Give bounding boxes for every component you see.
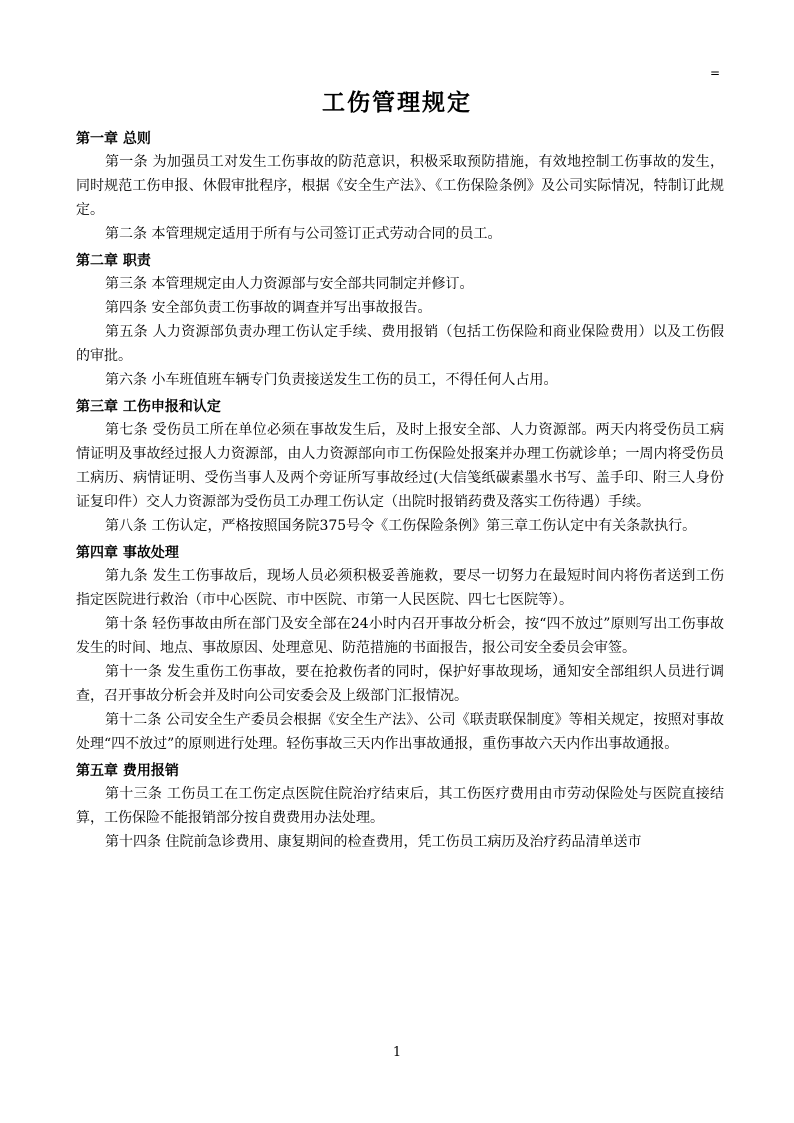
article-paragraph: 第九条 发生工伤事故后，现场人员必须积极妥善施救，要尽一切努力在最短时间内将伤者送到工伤指定医院进行救治（市中心医院、市中医院、市第一人民医院、四七七医院等）。 [76,568,724,608]
article-paragraph: 第十二条 公司安全生产委员会根据《安全生产法》、公司《联责联保制度》等相关规定，按照对事故处理“四不放过”的原则进行处理。轻伤事故三天内作出事故通报，重伤事故六天内作出事故通报。 [76,712,724,752]
chapter-2 [76,250,724,392]
article-paragraph: 第八条 工伤认定，严格按照国务院375号令《工伤保险条例》第三章工伤认定中有关条款执行。 [105,518,697,534]
article-paragraph: 第六条 小车班值班车辆专门负责接送发生工伤的员工，不得任何人占用。 [105,372,558,388]
chapter-5 [76,760,724,854]
chapter-heading: 第二章 职责 [76,253,151,269]
chapter-heading: 第四章 事故处理 [76,545,179,561]
chapter-3 [76,396,724,538]
chapter-heading: 第一章 总则 [76,131,151,147]
article-paragraph: 第三条 本管理规定由人力资源部与安全部共同制定并修订。 [105,276,474,292]
page-number: 1 [392,1045,402,1060]
article-paragraph: 第十四条 住院前急诊费用、康复期间的检查费用，凭工伤员工病历及治疗药品清单送市 [105,834,642,850]
chapter-4 [76,542,724,756]
chapter-1 [76,128,724,246]
article-paragraph: 第四条 安全部负责工伤事故的调查并写出事故报告。 [105,300,432,316]
article-paragraph: 第十三条 工伤员工在工伤定点医院住院治疗结束后，其工伤医疗费用由市劳动保险处与医院直接结算，工伤保险不能报销部分按自费费用办法处理。 [76,786,724,826]
article-paragraph: 第五条 人力资源部负责办理工伤认定手续、费用报销（包括工伤保险和商业保险费用）以及工伤假的审批。 [76,324,724,364]
article-paragraph: 第二条 本管理规定适用于所有与公司签订正式劳动合同的员工。 [105,226,502,242]
document-body [76,124,724,854]
chapter-heading: 第三章 工伤申报和认定 [76,399,221,415]
article-paragraph: 第十条 轻伤事故由所在部门及安全部在24小时内召开事故分析会，按“四不放过”原则写出工伤事故发生的时间、地点、事故原因、处理意见、防范措施的书面报告，报公司安全委员会审签。 [76,616,724,656]
article-paragraph: 第十一条 发生重伤工伤事故，要在抢救伤者的同时，保护好事故现场，通知安全部组织人员进行调查，召开事故分析会并及时向公司安委会及上级部门汇报情况。 [76,664,724,704]
article-paragraph: 第一条 为加强员工对发生工伤事故的防范意识，积极采取预防措施，有效地控制工伤事故的发生，同时规范工伤申报、休假审批程序，根据《安全生产法》、《工伤保险条例》及公司实际情况，特制订此规定。 [76,154,724,218]
article-paragraph: 第七条 受伤员工所在单位必须在事故发生后，及时上报安全部、人力资源部。两天内将受伤员工病情证明及事故经过报人力资源部，由人力资源部向市工伤保险处报案并办理工伤就诊单；一周内将受伤员工病历、病情证明、受伤当事人及两个旁证所写事故经过(大信笺纸碳素墨水书写、盖手印、附三人身份证复印件）交人力资源部为受伤员工办理工伤认定（出院时报销药费及落实工伤待遇）手续。 [76,422,724,510]
header-mark: = [710,66,721,80]
document-title: 工伤管理规定 [322,90,472,116]
chapter-heading: 第五章 费用报销 [76,763,179,779]
